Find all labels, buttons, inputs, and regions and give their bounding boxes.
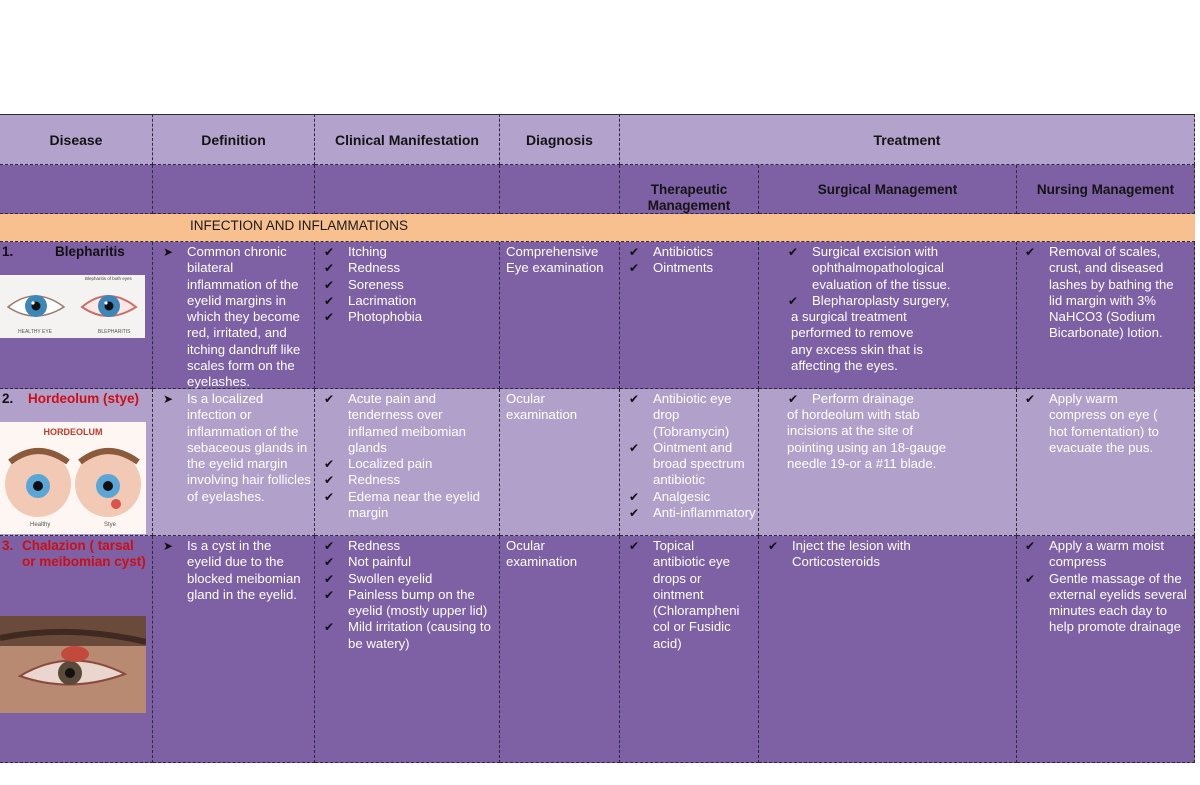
subheader-nursing: [1017, 165, 1195, 214]
row2-definition-list: [161, 391, 311, 505]
row2-number: 2.: [2, 391, 14, 406]
row3-nursing-cell: [1017, 536, 1195, 763]
chalazion-svg: [0, 616, 146, 713]
row2-surgical-cell: [759, 389, 1017, 536]
row3-nursing-list: [1022, 538, 1192, 636]
subheader-therapeutic-label: [620, 182, 758, 214]
subheader-blank-clinical: [315, 165, 500, 214]
hordeolum-eye-image: [0, 422, 146, 534]
row1-therapeutic-item: ✔ Antibiotics: [626, 244, 756, 260]
subheader-therapeutic-line1: Therapeutic: [650, 182, 728, 197]
row1-therapeutic-list: [626, 244, 756, 277]
row3-diagnosis-cell: [500, 536, 620, 763]
subheader-blank-diagnosis: [500, 165, 620, 214]
row3-surgical-cell: [759, 536, 1017, 763]
row3-surgical-item: ✔ Inject the lesion with Corticosteroids: [765, 538, 945, 571]
row1-number: 1.: [2, 244, 14, 259]
row1-clinical-item: ✔ Itching: [321, 244, 493, 260]
row3-clinical-item: ✔ Not painful: [321, 554, 493, 570]
subheader-blank-definition: [153, 165, 315, 214]
row2-therapeutic-item: ✔ Ointment and broad spectrum antibiotic: [626, 440, 756, 489]
row1-surgical-list: [785, 244, 995, 309]
row2-therapeutic-item: ✔ Anti-inflammatory: [626, 505, 756, 521]
header-treatment-label: Treatment: [873, 132, 941, 148]
row1-surgical-extra: a surgical treatment performed to remove any excess skin that is affecting the eyes.: [791, 309, 923, 373]
row3-nursing-item: ✔ Apply a warm moist compress: [1022, 538, 1192, 571]
subheader-surgical-label: Surgical Management: [817, 182, 958, 197]
row3-nursing-item: ✔ Gentle massage of the external eyelids several minutes each day to help promote drainage: [1022, 571, 1192, 636]
row3-clinical-item: ✔ Redness: [321, 538, 493, 554]
row3-diagnosis: Ocular examination: [506, 538, 578, 570]
header-clinical-label: Clinical Manifestation: [335, 132, 479, 148]
row2-definition-item: ➤ Is a localized infection or inflammation of the sebaceous glands in the eyelid margin involving hair follicles of eyelashes.: [161, 391, 311, 505]
row1-surgical-item: ✔ Surgical excision with ophthalmopathological evaluation of the tissue.: [785, 244, 995, 293]
image-caption: Blepharitis of both eyes: [85, 276, 132, 281]
section-label: INFECTION AND INFLAMMATIONS: [190, 218, 409, 233]
row1-surgical-cell: [759, 242, 1017, 389]
row2-diagnosis: Ocular examination: [506, 391, 578, 423]
row1-disease-cell: [0, 242, 153, 389]
row2-therapeutic-cell: [620, 389, 759, 536]
row3-clinical-item: ✔ Swollen eyelid: [321, 571, 493, 587]
hordeolum-svg: [0, 422, 146, 534]
row1-nursing-item: ✔ Removal of scales, crust, and diseased lashes by bathing the lid margin with 3% NaHCO3 (Sodium Bicarbonate) lotion.: [1022, 244, 1190, 342]
header-disease: [0, 114, 153, 165]
row3-clinical-cell: [315, 536, 500, 763]
header-diagnosis-label: Diagnosis: [526, 132, 593, 148]
row2-nursing-list: [1022, 391, 1170, 456]
row2-nursing-cell: [1017, 389, 1195, 536]
header-disease-label: Disease: [49, 132, 103, 148]
header-clinical: [315, 114, 500, 165]
row3-clinical-list: [321, 538, 493, 652]
row2-clinical-item: ✔ Edema near the eyelid margin: [321, 489, 493, 522]
row1-clinical-cell: [315, 242, 500, 389]
image-label-blepharitis: BLEPHARITIS: [98, 329, 131, 335]
row1-clinical-list: [321, 244, 493, 325]
row3-disease-name: Chalazion ( tarsal or meibomian cyst): [22, 538, 146, 569]
row3-definition-cell: [153, 536, 315, 763]
row1-clinical-item: ✔ Lacrimation: [321, 293, 493, 309]
row2-disease-name: Hordeolum (stye): [28, 391, 140, 406]
row2-disease-cell: [0, 389, 153, 536]
image-label-stye: Stye: [104, 522, 117, 528]
row1-therapeutic-cell: [620, 242, 759, 389]
section-band: [0, 214, 1195, 242]
row3-clinical-item: ✔ Painless bump on the eyelid (mostly upper lid): [321, 587, 493, 620]
row1-definition-list: [161, 244, 311, 391]
chalazion-eye-image: [0, 616, 146, 713]
row1-nursing-cell: [1017, 242, 1195, 389]
row2-clinical-item: ✔ Localized pain: [321, 456, 493, 472]
row2-therapeutic-item: ✔ Analgesic: [626, 489, 756, 505]
subheader-blank-disease: [0, 165, 153, 214]
row3-number: 3.: [2, 538, 14, 553]
row1-nursing-list: [1022, 244, 1190, 342]
row3-therapeutic-cell: [620, 536, 759, 763]
image-label-healthy: HEALTHY EYE: [18, 329, 52, 335]
row1-diagnosis: Comprehensive Eye examination: [506, 244, 604, 276]
row3-disease-cell: [0, 536, 153, 763]
row1-definition-cell: [153, 242, 315, 389]
row2-therapeutic-item: ✔ Antibiotic eye drop (Tobramycin): [626, 391, 756, 440]
row2-surgical-item: ✔ Perform drainage: [785, 391, 995, 407]
blepharitis-eye-image: [0, 275, 145, 338]
row3-therapeutic-list: [626, 538, 744, 652]
row3-definition-list: [161, 538, 306, 603]
row2-nursing-item: ✔ Apply warm compress on eye ( hot fomentation) to evacuate the pus.: [1022, 391, 1170, 456]
row1-disease-name: Blepharitis: [55, 244, 125, 259]
subheader-therapeutic-line2: Management: [647, 198, 731, 213]
row1-surgical-item: ✔ Blepharoplasty surgery,: [785, 293, 995, 309]
row1-definition-item: ➤ Common chronic bilateral inflammation of the eyelid margins in which they become red, irritated, and itching dandruff like scales form on the eyelashes.: [161, 244, 311, 391]
row3-clinical-item: ✔ Mild irritation (causing to be watery): [321, 619, 493, 652]
row2-definition-cell: [153, 389, 315, 536]
row2-therapeutic-list: [626, 391, 756, 521]
row2-clinical-item: ✔ Acute pain and tenderness over inflamed meibomian glands: [321, 391, 493, 456]
row1-diagnosis-cell: [500, 242, 620, 389]
image-title: HORDEOLUM: [43, 427, 103, 437]
row3-therapeutic-item: ✔ Topical antibiotic eye drops or ointment (Chlorampheni col or Fusidic acid): [626, 538, 744, 652]
image-label-healthy: Healthy: [30, 522, 51, 528]
row2-surgical-extra: of hordeolum with stab incisions at the site of pointing using an 18-gauge needle 19-or a #11 blade.: [787, 407, 947, 471]
row2-diagnosis-cell: [500, 389, 620, 536]
subheader-nursing-label: Nursing Management: [1036, 182, 1175, 197]
row1-clinical-item: ✔ Redness: [321, 260, 493, 276]
header-treatment: [620, 114, 1195, 165]
header-diagnosis: [500, 114, 620, 165]
header-definition-label: Definition: [201, 132, 266, 148]
row2-surgical-list: [785, 391, 995, 407]
row2-clinical-list: [321, 391, 493, 521]
row3-surgical-list: [765, 538, 945, 571]
row1-clinical-item: ✔ Photophobia: [321, 309, 493, 325]
row1-therapeutic-item: ✔ Ointments: [626, 260, 756, 276]
row3-definition-item: ➤ Is a cyst in the eyelid due to the blocked meibomian gland in the eyelid.: [161, 538, 306, 603]
subheader-therapeutic: [620, 165, 759, 214]
row2-clinical-item: ✔ Redness: [321, 472, 493, 488]
header-definition: [153, 114, 315, 165]
subheader-surgical: [759, 165, 1017, 214]
row2-clinical-cell: [315, 389, 500, 536]
row1-clinical-item: ✔ Soreness: [321, 277, 493, 293]
